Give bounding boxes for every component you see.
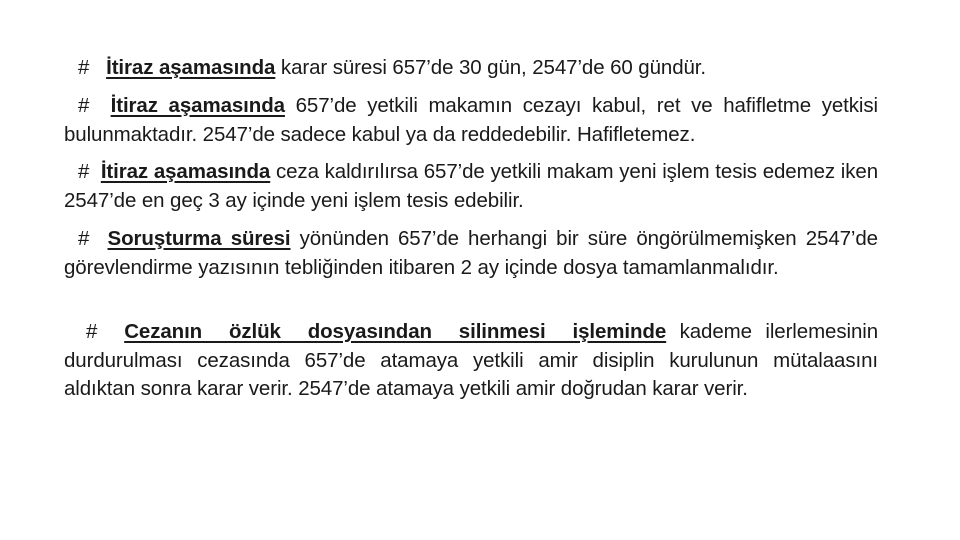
paragraph-highlight: İtiraz aşamasında	[100, 160, 271, 183]
paragraph-text: ceza kaldırılırsa 657’de yetkili makam yeni işlem tesis edemez iken 2547’de en geç 3 ay içinde yeni işlem tesis edebilir.	[64, 160, 878, 212]
paragraph-5	[64, 318, 878, 404]
bullet-hash: #	[78, 56, 90, 79]
bullet-hash: #	[78, 227, 90, 250]
paragraph-highlight: Cezanın özlük dosyasından silinmesi işleminde	[124, 320, 667, 343]
paragraph-highlight: İtiraz aşamasında	[110, 94, 285, 117]
paragraph-highlight: İtiraz aşamasında	[106, 56, 276, 79]
paragraph-text: 657’de yetkili makamın cezayı kabul, ret ve hafifletme yetkisi bulunmaktadır. 2547’de sadece kabul ya da reddedebilir. Hafifletemez.	[64, 94, 878, 146]
bullet-hash: #	[86, 320, 98, 343]
bullet-hash: #	[78, 160, 90, 183]
paragraph-2	[64, 92, 878, 149]
paragraph-4	[64, 225, 878, 282]
paragraph-1	[64, 54, 878, 83]
paragraph-highlight: Soruşturma süresi	[107, 227, 291, 250]
paragraph-text: yönünden 657’de herhangi bir süre öngörülmemişken 2547’de görevlendirme yazısının tebliğinden itibaren 2 ay içinde dosya tamamlanmalıdır.	[64, 227, 878, 279]
paragraph-3	[64, 158, 878, 215]
paragraph-text: karar süresi 657’de 30 gün, 2547’de 60 gündür.	[275, 56, 707, 79]
paragraph-text: kademe ilerlemesinin durdurulması cezasında 657’de atamaya yetkili amir disiplin kurulunun mütalaasını aldıktan sonra karar verir. 2547’de atamaya yetkili amir doğrudan karar verir.	[64, 320, 879, 400]
bullet-hash: #	[78, 94, 90, 117]
